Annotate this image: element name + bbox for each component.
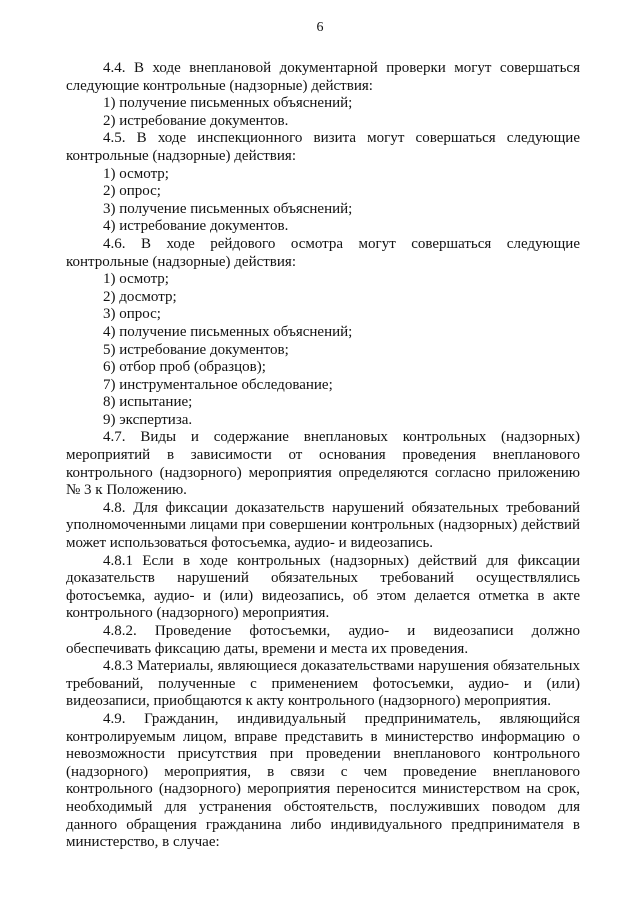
paragraph: 4.4. В ходе внеплановой документарной проверки могут совершаться следующие контрольные (надзорные) действия: — [66, 60, 580, 94]
list-item: 2) досмотр; — [103, 288, 177, 305]
paragraph: 4.8. Для фиксации доказательств нарушений обязательных требований уполномоченными лицами при совершении контрольных (надзорных) действий может использоваться фотосъемка, аудио- и видеозапись. — [66, 499, 580, 552]
list-item: 2) опрос; — [103, 183, 161, 200]
paragraph: 4.5. В ходе инспекционного визита могут совершаться следующие контрольные (надзорные) действия: — [66, 130, 580, 164]
paragraph: 4.6. В ходе рейдового осмотра могут совершаться следующие контрольные (надзорные) действия: — [66, 235, 580, 270]
list-item: 1) осмотр; — [103, 271, 169, 288]
paragraph: 4.8.3 Материалы, являющиеся доказательствами нарушения обязательных требований, полученные с применением фотосъемки, аудио- и (или) видеозаписи, приобщаются к акту контрольного (надзорного) мероприятия. — [66, 658, 580, 710]
document-body — [66, 60, 580, 852]
list-item: 1) осмотр; — [103, 165, 169, 182]
list-item: 9) экспертиза. — [103, 411, 193, 428]
list-item: 8) испытание; — [103, 394, 193, 411]
list-item: 6) отбор проб (образцов); — [103, 359, 266, 376]
list-item: 3) получение письменных объяснений; — [103, 200, 353, 217]
paragraph: 4.8.2. Проведение фотосъемки, аудио- и видеозаписи должно обеспечивать фиксацию даты, времени и места их проведения. — [66, 623, 580, 657]
page-number: 6 — [316, 20, 324, 35]
list-item: 4) получение письменных объяснений; — [103, 323, 353, 340]
list-item: 1) получение письменных объяснений; — [103, 95, 353, 112]
list-item: 4) истребование документов. — [103, 218, 289, 235]
paragraph: 4.8.1 Если в ходе контрольных (надзорных) действий для фиксации доказательств нарушений обязательных требований осуществлялись фотосъемка, аудио- и (или) видеозапись, об этом делается отметка в акте контрольного (надзорного) мероприятия. — [66, 552, 580, 622]
list-item: 2) истребование документов. — [103, 112, 289, 129]
paragraph: 4.7. Виды и содержание внеплановых контрольных (надзорных) мероприятий в зависимости от основания проведения внепланового контрольного (надзорного) мероприятия определяются согласно приложению № 3 к Положению. — [66, 429, 580, 499]
list-item: 7) инструментальное обследование; — [103, 376, 333, 393]
list-item: 3) опрос; — [103, 306, 161, 323]
list-item: 5) истребование документов; — [103, 341, 289, 358]
paragraph: 4.9. Гражданин, индивидуальный предприниматель, являющийся контролируемым лицом, вправе представить в министерство информацию о невозможности присутствия при проведении внепланового контрольного (надзорного) мероприятия, в связи с чем проведение внепланового контрольного (надзорного) мероприятия переносится министерством на срок, необходимый для устранения обстоятельств, послуживших поводом для данного обращения гражданина либо индивидуального предпринимателя в министерство, в случае: — [66, 710, 580, 851]
